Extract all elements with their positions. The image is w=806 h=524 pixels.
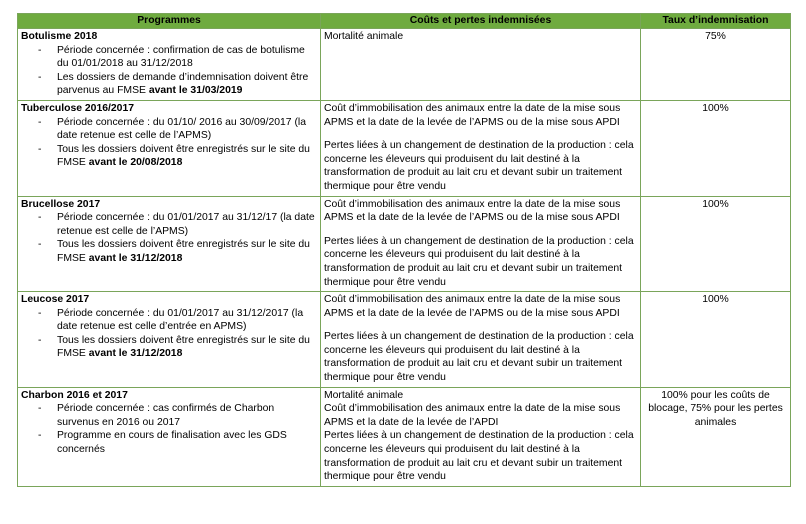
rate-cell: 75% [641,29,791,101]
costs-cell [321,196,641,292]
deadline: avant le 31/03/2019 [148,85,243,97]
costs-cell [321,387,641,486]
rate-cell: 100% pour les coûts de blocage, 75% pour les pertes animales [641,387,791,486]
table-row [18,292,791,388]
list-item: - Période concernée : confirmation de cas de botulisme du 01/01/2018 au 31/12/2018 [21,44,317,71]
cost-item: Pertes liées à un changement de destination de la production : cela concerne les éleveurs qui produisent du lait destiné à la transformation de produit au lait cru et devant subir un traitement thermique pour être vendu [324,331,634,384]
rate-cell: 100% [641,100,791,196]
table-row [18,100,791,196]
programme-details [21,116,317,170]
cost-item: Pertes liées à un changement de destination de la production : cela concerne les éleveurs qui produisent du lait destiné à la transformation de produit au lait cru et devant subir un traitement thermique pour être vendu [324,140,634,192]
programme-cell [18,292,321,388]
programme-cell [18,196,321,292]
programme-cell [18,387,321,486]
header-taux: Taux d’indemnisation [641,14,791,29]
programme-title: Botulisme 2018 [21,31,98,42]
programme-cell [18,100,321,196]
list-item: - Les dossiers de demande d’indemnisation doivent être parvenus au FMSE avant le 31/03/2019 [21,71,317,98]
cost-item: Pertes liées à un changement de destination de la production : cela concerne les éleveurs qui produisent du lait destiné à la transformation de produit au lait cru et devant subir un traitement thermique pour être vendu [324,430,634,483]
header-couts: Coûts et pertes indemnisées [321,14,641,29]
cost-item: Pertes liées à un changement de destination de la production : cela concerne les éleveurs qui produisent du lait destiné à la transformation de produit au lait cru et devant subir un traitement thermique pour être vendu [324,235,634,288]
cost-item: Coût d’immobilisation des animaux entre la date de la mise sous APMS et la date de la levée de l’APMS ou de la mise sous APDI [324,294,621,319]
list-item: - Programme en cours de finalisation avec les GDS concernés [21,429,317,456]
costs-cell [321,29,641,101]
cost-item: Coût d’immobilisation des animaux entre la date de la mise sous APMS et la date de la levée de l’APDI [324,403,621,428]
programme-details [21,44,317,98]
programme-details [21,307,317,361]
programme-title: Charbon 2016 et 2017 [21,389,128,401]
list-item: - Tous les dossiers doivent être enregistrés sur le site du FMSE avant le 31/12/2018 [21,334,317,361]
deadline: avant le 20/08/2018 [88,157,183,169]
table-row [18,387,791,486]
programme-title: Brucellose 2017 [21,198,101,210]
cost-item: Coût d’immobilisation des animaux entre la date de la mise sous APMS et la date de la levée de l’APMS ou de la mise sous APDI [324,102,621,128]
table-row [18,196,791,292]
costs-cell [321,292,641,388]
list-item: - Période concernée : du 01/01/2017 au 31/12/2017 (la date retenue est celle d’entrée en APMS) [21,307,317,334]
header-programmes: Programmes [18,14,321,29]
rate-cell: 100% [641,292,791,388]
rate-cell: 100% [641,196,791,292]
header-row [18,14,791,29]
table-row [18,29,791,101]
cost-item: Mortalité animale [324,389,404,401]
cost-item: Coût d’immobilisation des animaux entre la date de la mise sous APMS et la date de la levée de l’APMS ou de la mise sous APDI [324,198,621,224]
list-item: - Tous les dossiers doivent être enregistrés sur le site du FMSE avant le 31/12/2018 [21,238,317,265]
indemnisation-table [17,13,791,487]
programme-details [21,211,317,265]
programme-title: Leucose 2017 [21,294,90,306]
list-item: - Période concernée : du 01/01/2017 au 31/12/17 (la date retenue est celle de l’APMS) [21,211,317,238]
programme-cell [18,29,321,101]
list-item: - Tous les dossiers doivent être enregistrés sur le site du FMSE avant le 20/08/2018 [21,143,317,170]
programme-details [21,402,317,456]
deadline: avant le 31/12/2018 [88,252,183,264]
list-item: - Période concernée : du 01/10/ 2016 au 30/09/2017 (la date retenue est celle de l’APMS) [21,116,317,143]
costs-cell [321,100,641,196]
list-item: - Période concernée : cas confirmés de Charbon survenus en 2016 ou 2017 [21,402,317,429]
deadline: avant le 31/12/2018 [88,348,183,360]
programme-title: Tuberculose 2016/2017 [21,102,135,114]
cost-item: Mortalité animale [324,31,404,42]
